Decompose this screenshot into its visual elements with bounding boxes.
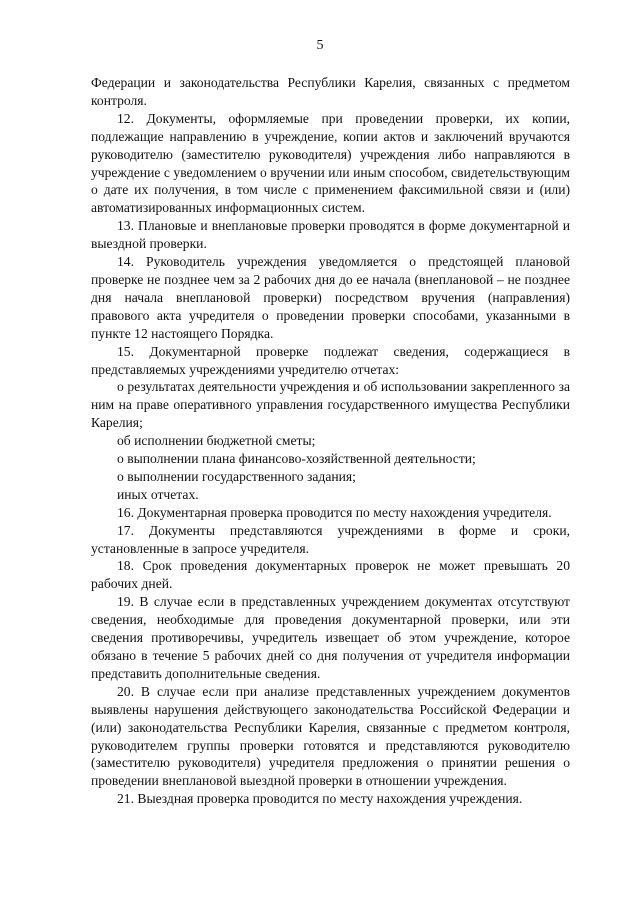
paragraph: 19. В случае если в представленных учреждением документах отсутствуют сведения, необходимые для проведения документарной проверки, или эти сведения противоречивы, учредитель извещает об этом учреждение, которое обязано в течение 5 рабочих дней со дня получения от учредителя информации представить дополнительные сведения. <box>91 594 570 681</box>
paragraph: об исполнении бюджетной сметы; <box>117 433 316 449</box>
paragraph: 15. Документарной проверке подлежат сведения, содержащиеся в представляемых учреждениями учредителю отчетах: <box>91 343 570 377</box>
paragraph: 16. Документарная проверка проводится по месту нахождения учредителя. <box>117 504 552 520</box>
paragraph: 14. Руководитель учреждения уведомляется о предстоящей плановой проверке не позднее чем за 2 рабочих дня до ее начала (внеплановой – не позднее дня начала внеплановой проверки) посредством вручения (направления) правового акта учредителя о проведении проверки способами, указанными в пункте 12 настоящего Порядка. <box>91 254 570 341</box>
paragraph: 17. Документы представляются учреждениями в форме и сроки, установленные в запросе учредителя. <box>91 522 570 556</box>
page-number: 5 <box>316 38 324 53</box>
paragraph: о выполнении государственного задания; <box>117 468 356 484</box>
paragraph: 12. Документы, оформляемые при проведении проверки, их копии, подлежащие направлению в учреждение, копии актов и заключений вручаются руководителю (заместителю руководителя) учреждения либо направляются в учреждение с уведомлением о вручении или иным способом, свидетельствующим о дате их получения, в том числе с применением факсимильной связи и (или) автоматизированных информационных систем. <box>91 110 570 216</box>
paragraph: о выполнении плана финансово-хозяйственной деятельности; <box>117 451 476 467</box>
paragraph: о результатах деятельности учреждения и об использовании закрепленного за ним на праве оперативного управления государственного имущества Республики Карелия; <box>91 379 570 431</box>
paragraph: Федерации и законодательства Республики Карелия, связанных с предметом контроля. <box>91 75 570 108</box>
paragraph: 13. Плановые и внеплановые проверки проводятся в форме документарной и выездной проверки. <box>91 218 570 252</box>
paragraph: 18. Срок проведения документарных проверок не может превышать 20 рабочих дней. <box>91 558 570 592</box>
paragraph: иных отчетах. <box>117 486 199 502</box>
paragraph: 21. Выездная проверка проводится по месту нахождения учреждения. <box>117 791 523 807</box>
paragraph: 20. В случае если при анализе представленных учреждением документов выявлены нарушения действующего законодательства Российской Федерации и (или) законодательства Республики Карелия, связанные с предметом контроля, руководителем группы проверки готовятся и представляются руководителю (заместителю руководителя) учредителя предложения о принятии решения о проведении внеплановой выездной проверки в отношении учреждения. <box>91 683 570 789</box>
document-body <box>91 74 570 808</box>
